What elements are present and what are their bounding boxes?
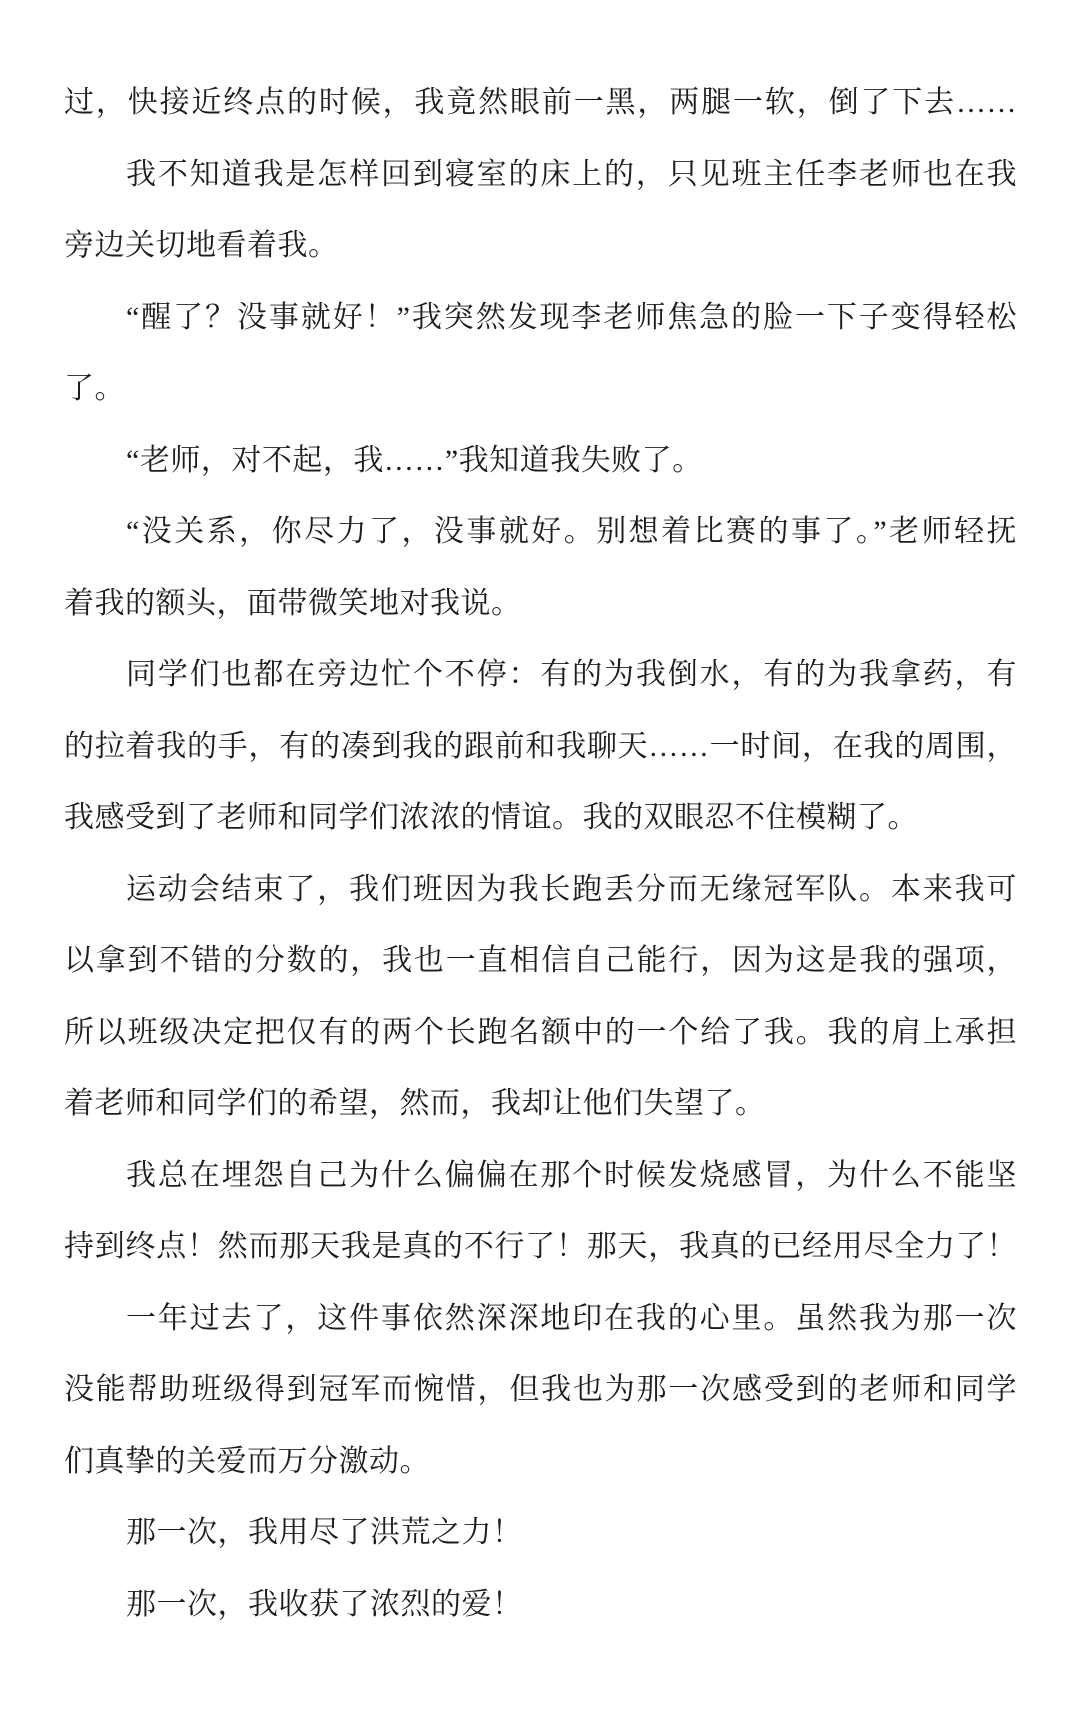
text-line: 过，快接近终点的时候，我竟然眼前一黑，两腿一软，倒了下去…… (64, 86, 1017, 119)
text-line: 我总在埋怨自己为什么偏偏在那个时候发烧感冒，为什么不能坚 (126, 1158, 1017, 1192)
text-line: 同学们也都在旁边忙个不停：有的为我倒水，有的为我拿药，有 (126, 658, 1017, 691)
text-line: 那一次，我用尽了洪荒之力！ (126, 1516, 523, 1549)
text-line: “醒了？没事就好！”我突然发现李老师焦急的脸一下子变得轻松 (126, 300, 1017, 334)
text-line: 着我的额头，面带微笑地对我说。 (64, 586, 522, 620)
text-line: 以拿到不错的分数的，我也一直相信自己能行，因为这是我的强项， (64, 944, 1017, 977)
text-line: 了。 (64, 372, 125, 405)
text-line: 运动会结束了，我们班因为我长跑丢分而无缘冠军队。本来我可 (126, 872, 1017, 906)
text-line: 持到终点！然而那天我是真的不行了！那天，我真的已经用尽全力了！ (64, 1230, 1017, 1263)
text-line: 着老师和同学们的希望，然而，我却让他们失望了。 (64, 1087, 766, 1120)
text-line: 一年过去了，这件事依然深深地印在我的心里。虽然我为那一次 (126, 1301, 1017, 1335)
text-line: “没关系，你尽力了，没事就好。别想着比赛的事了。”老师轻抚 (126, 515, 1017, 548)
text-line: 们真挚的关爱而万分激动。 (64, 1444, 430, 1478)
text-line: 我感受到了老师和同学们浓浓的情谊。我的双眼忍不住模糊了。 (64, 801, 918, 834)
text-line: “老师，对不起，我……”我知道我失败了。 (126, 443, 703, 477)
text-line: 的拉着我的手，有的凑到我的跟前和我聊天……一时间，在我的周围， (64, 729, 1017, 763)
text-line: 我不知道我是怎样回到寝室的床上的，只见班主任李老师也在我 (126, 157, 1017, 191)
text-line: 没能帮助班级得到冠军而惋惜，但我也为那一次感受到的老师和同学 (64, 1373, 1017, 1406)
text-line: 那一次，我收获了浓烈的爱！ (126, 1587, 523, 1621)
text-line: 旁边关切地看着我。 (64, 229, 339, 262)
text-line: 所以班级决定把仅有的两个长跑名额中的一个给了我。我的肩上承担 (64, 1015, 1017, 1049)
